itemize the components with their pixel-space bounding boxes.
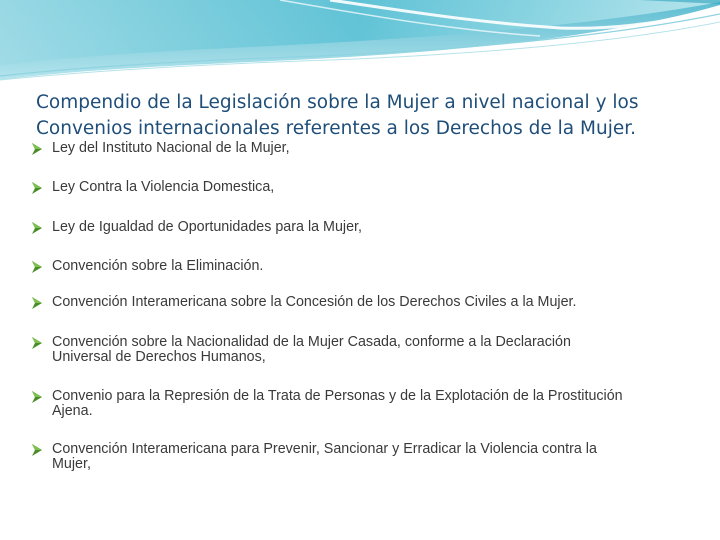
- arrow-bullet-icon: [30, 221, 44, 235]
- list-item-line: Convención sobre la Eliminación.: [52, 258, 264, 274]
- list-item-text: [52, 220, 702, 235]
- arrow-bullet-icon: [30, 296, 44, 310]
- arrow-bullet-icon: [30, 443, 44, 457]
- arrow-bullet-icon: [30, 181, 44, 195]
- list-item-line: Ley de Igualdad de Oportunidades para la Mujer,: [52, 219, 362, 235]
- list-item-line: Convención Interamericana para Prevenir, Sancionar y Erradicar la Violencia contra la: [52, 441, 597, 457]
- list-item-line: Convención Interamericana sobre la Concesión de los Derechos Civiles a la Mujer.: [52, 294, 577, 310]
- list-item-text: [52, 259, 702, 274]
- list-item-text: [52, 295, 702, 310]
- title-line-2: Convenios internacionales referentes a los Derechos de la Mujer.: [36, 118, 637, 139]
- arrow-bullet-icon: [30, 390, 44, 404]
- list-item-text: [52, 335, 702, 365]
- list-item-line: Convenio para la Represión de la Trata de Personas y de la Explotación de la Prostitución: [52, 388, 623, 404]
- list-item-line: Ley del Instituto Nacional de la Mujer,: [52, 140, 290, 156]
- title-line-1: Compendio de la Legislación sobre la Mujer a nivel nacional y los: [36, 92, 639, 113]
- slide-title: [36, 90, 696, 142]
- list-item-line: Convención sobre la Nacionalidad de la Mujer Casada, conforme a la Declaración: [52, 334, 571, 350]
- list-item-text: [52, 442, 702, 472]
- arrow-bullet-icon: [30, 336, 44, 350]
- arrow-bullet-icon: [30, 260, 44, 274]
- list-item-line: Universal de Derechos Humanos,: [52, 349, 266, 365]
- list-item-text: [52, 389, 702, 419]
- list-item-line: Mujer,: [52, 456, 91, 472]
- list-item-text: [52, 180, 702, 195]
- list-item-line: Ajena.: [52, 403, 93, 419]
- arrow-bullet-icon: [30, 142, 44, 156]
- wave-header-decoration: [0, 0, 720, 90]
- list-item-line: Ley Contra la Violencia Domestica,: [52, 179, 275, 195]
- list-item-text: [52, 141, 702, 156]
